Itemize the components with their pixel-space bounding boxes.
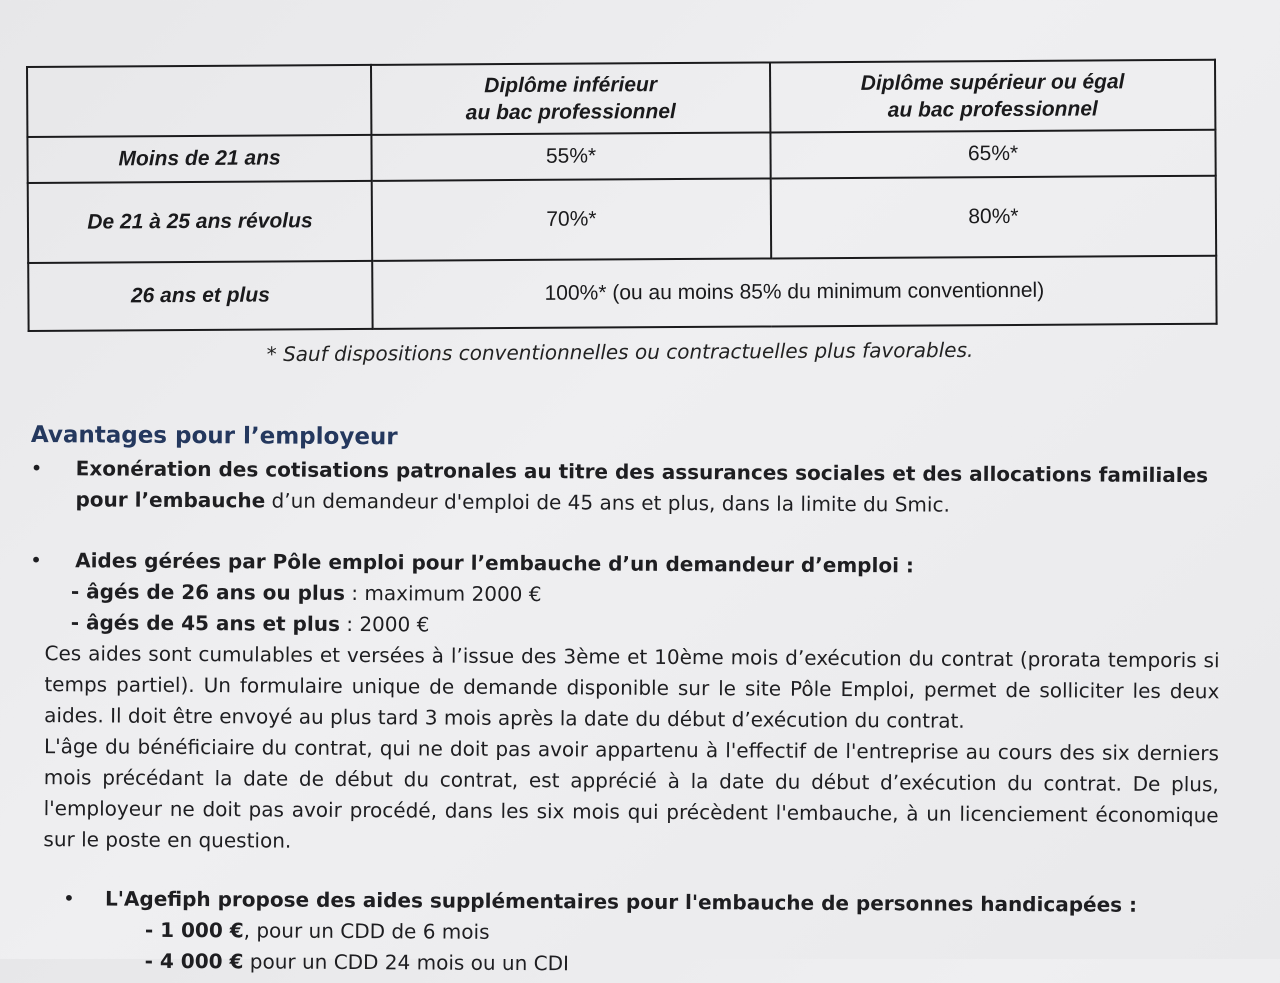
- table-row: [28, 176, 1216, 263]
- bullet-dot-icon: •: [63, 886, 75, 911]
- table-row: [27, 130, 1215, 183]
- cell-26-plus: 100%* (ou au moins 85% du minimum conventionnel): [372, 256, 1216, 329]
- bullet-agefiph-title: L'Agefiph propose des aides supplémentaires pour l'embauche de personnes handicapées :: [105, 886, 1138, 917]
- aides-paragraph-2: L'âge du bénéficiaire du contrat, qui ne doit pas avoir appartenu à l'effectif de l'entreprise au cours des six derniers mois précédant la date de début du contrat, est apprécié à la date du début d’exécution du contrat. De plus, l'employeur ne doit pas avoir procédé, dans les six mois qui précèdent l'embauche, à un licenciement économique sur le poste en question.: [43, 734, 1220, 853]
- header-diplome-superieur-line1: Diplôme supérieur ou égal: [860, 70, 1125, 95]
- agefiph-cdi-bold: - 4 000 €: [144, 948, 244, 974]
- bullet-exoneration: [27, 453, 1227, 522]
- bullet-exoneration-text: d’un demandeur d'emploi de 45 ans et plus, dans la limite du Smic.: [265, 488, 950, 517]
- header-diplome-superieur: [770, 60, 1215, 133]
- agefiph-cdd6-bold: - 1 000 €: [144, 917, 244, 943]
- header-diplome-inferieur-line2: au bac professionnel: [465, 100, 676, 125]
- bullet-dot-icon: •: [30, 456, 43, 481]
- aide-45-plus-bold: - âgés de 45 ans et plus: [70, 610, 340, 636]
- bullet-exoneration-bold: Exonération des cotisations patronales au titre des assurances sociales et des allocations familiales pour l’embauche: [75, 456, 1209, 513]
- aide-45-plus-text: : 2000 €: [339, 611, 430, 637]
- table-corner-cell: [27, 65, 371, 137]
- aide-26-plus-bold: - âgés de 26 ans ou plus: [70, 579, 346, 605]
- row-label-26-plus: 26 ans et plus: [28, 261, 372, 331]
- header-diplome-superieur-line2: au bac professionnel: [887, 97, 1098, 122]
- list-item: [25, 945, 1225, 983]
- bullet-aides-title: Aides gérées par Pôle emploi pour l’embauche d’un demandeur d’emploi :: [75, 548, 915, 578]
- agefiph-cdi-text: pour un CDD 24 mois ou un CDI: [243, 949, 570, 976]
- cell-21-25-superieur: 80%*: [771, 176, 1216, 259]
- cell-moins-21-inferieur: 55%*: [371, 132, 770, 180]
- employer-advantages-section: [25, 420, 1228, 983]
- salary-rate-table: [26, 59, 1218, 332]
- agefiph-cdd6-text: , pour un CDD de 6 mois: [243, 918, 490, 944]
- header-diplome-inferieur-line1: Diplôme inférieur: [484, 73, 658, 98]
- table-footnote: * Sauf dispositions conventionnelles ou contractuelles plus favorables.: [266, 337, 974, 367]
- aides-paragraph-1: Ces aides sont cumulables et versées à l’issue des 3ème et 10ème mois d’exécution du contrat (prorata temporis si temps partiel). Un formulaire unique de demande disponible sur le site Pôle Emploi, permet de solliciter les deux aides. Il doit être envoyé au plus tard 3 mois après la date du début d’exécution du contrat.: [44, 641, 1220, 733]
- row-label-moins-21: Moins de 21 ans: [27, 135, 371, 183]
- aide-26-plus-text: : maximum 2000 €: [344, 580, 542, 607]
- table-row: [28, 256, 1216, 331]
- cell-21-25-inferieur: 70%*: [372, 178, 771, 260]
- header-diplome-inferieur: [371, 62, 770, 134]
- bullet-dot-icon: •: [30, 548, 43, 573]
- cell-moins-21-superieur: 65%*: [770, 130, 1215, 179]
- section-title: Avantages pour l’employeur: [30, 422, 398, 451]
- row-label-21-25: De 21 à 25 ans révolus: [28, 181, 372, 263]
- table-header-row: [27, 60, 1215, 137]
